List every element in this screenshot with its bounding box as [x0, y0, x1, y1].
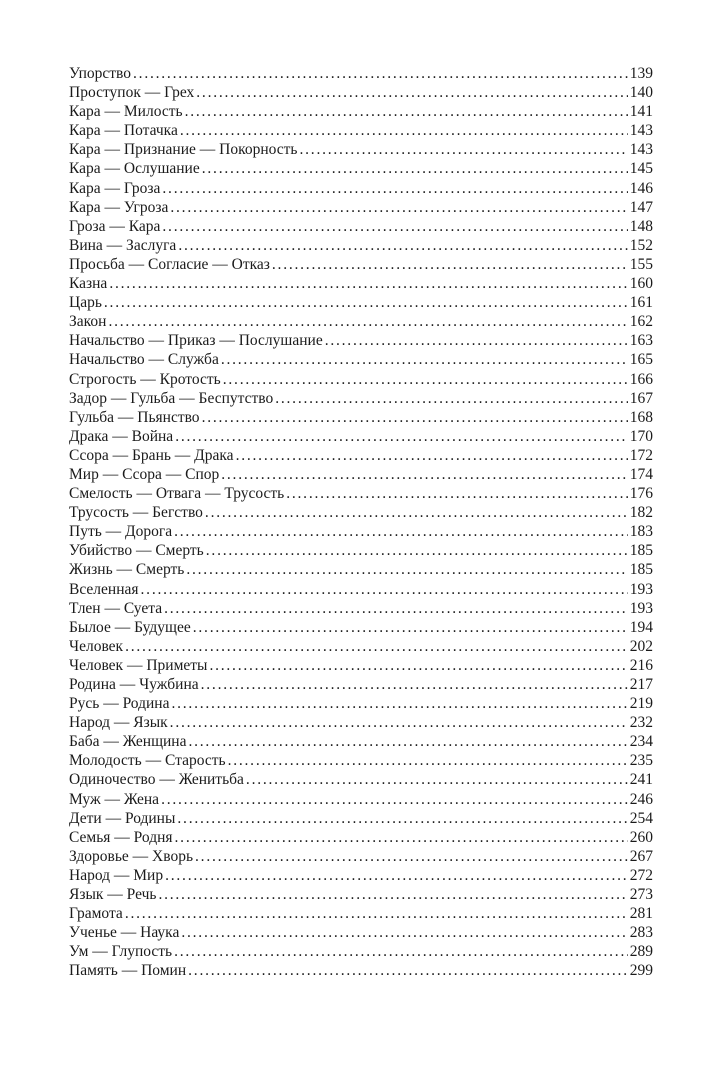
toc-entry: [69, 427, 653, 446]
toc-entry-page-number: 254: [629, 809, 653, 827]
toc-entry-title: Былое — Будущее: [69, 618, 191, 636]
toc-entry-title: Человек: [69, 637, 124, 655]
toc-entry: [69, 484, 653, 503]
toc-entry-page-number: 299: [629, 962, 653, 980]
toc-entry-title: Царь: [69, 294, 102, 312]
toc-entry: [69, 446, 653, 465]
dot-leader: [272, 255, 628, 274]
toc-entry-page-number: 148: [629, 217, 653, 235]
toc-entry-title: Проступок — Грех: [69, 84, 195, 102]
dot-leader: [180, 121, 628, 140]
toc-entry-title: Память — Помин: [69, 962, 187, 980]
toc-entry: [69, 255, 653, 274]
toc-entry-page-number: 161: [629, 294, 653, 312]
toc-entry-title: Кара — Гроза: [69, 179, 161, 197]
dot-leader: [171, 694, 627, 713]
toc-entry-page-number: 289: [629, 943, 653, 961]
toc-entry-page-number: 182: [629, 504, 653, 522]
toc-entry-page-number: 143: [629, 141, 653, 159]
toc-entry-title: Семья — Родня: [69, 828, 173, 846]
toc-entry-title: Народ — Мир: [69, 866, 164, 884]
toc-entry: [69, 465, 653, 484]
toc-entry-page-number: 193: [629, 580, 653, 598]
toc-entry-page-number: 202: [629, 637, 653, 655]
dot-leader: [221, 465, 628, 484]
toc-entry: [69, 713, 653, 732]
dot-leader: [188, 961, 628, 980]
toc-entry: [69, 942, 653, 961]
dot-leader: [228, 751, 628, 770]
dot-leader: [236, 446, 628, 465]
toc-entry-title: Русь — Родина: [69, 695, 170, 713]
dot-leader: [202, 159, 628, 178]
toc-entry: [69, 159, 653, 178]
toc-entry-title: Кара — Признание — Покорность: [69, 141, 298, 159]
toc-entry: [69, 83, 653, 102]
toc-entry: [69, 790, 653, 809]
dot-leader: [175, 828, 628, 847]
toc-entry-page-number: 219: [629, 695, 653, 713]
toc-entry-title: Ум — Глупость: [69, 943, 173, 961]
toc-entry: [69, 923, 653, 942]
dot-leader: [275, 389, 628, 408]
dot-leader: [246, 770, 628, 789]
dot-leader: [133, 64, 628, 83]
toc-entry-title: Баба — Женщина: [69, 733, 187, 751]
dot-leader: [196, 83, 627, 102]
toc-entry-page-number: 139: [629, 65, 653, 82]
dot-leader: [186, 560, 627, 579]
toc-entry-page-number: 163: [629, 332, 653, 350]
dot-leader: [209, 656, 627, 675]
dot-leader: [162, 217, 627, 236]
dot-leader: [193, 618, 628, 637]
toc-entry: [69, 370, 653, 389]
toc-entry: [69, 408, 653, 427]
toc-entry: [69, 102, 653, 121]
toc-entry-title: Упорство: [69, 65, 132, 82]
toc-entry-page-number: 185: [629, 561, 653, 579]
toc-entry-title: Человек — Приметы: [69, 656, 208, 674]
dot-leader: [300, 140, 628, 159]
toc-entry: [69, 312, 653, 331]
dot-leader: [325, 331, 628, 350]
toc-entry-title: Грамота: [69, 905, 123, 923]
toc-entry: [69, 656, 653, 675]
dot-leader: [175, 427, 628, 446]
toc-entry-title: Задор — Гульба — Беспутство: [69, 389, 274, 407]
toc-entry: [69, 770, 653, 789]
dot-leader: [177, 809, 627, 828]
dot-leader: [125, 904, 628, 923]
toc-entry: [69, 350, 653, 369]
toc-entry: [69, 179, 653, 198]
toc-entry-page-number: 170: [629, 427, 653, 445]
toc-entry-page-number: 140: [629, 84, 653, 102]
toc-entry-page-number: 165: [629, 351, 653, 369]
toc-entry: [69, 904, 653, 923]
dot-leader: [223, 370, 628, 389]
toc-entry-title: Кара — Ослушание: [69, 160, 200, 178]
toc-entry: [69, 64, 653, 83]
toc-entry: [69, 236, 653, 255]
toc-entry-page-number: 232: [629, 714, 653, 732]
toc-entry-page-number: 272: [629, 866, 653, 884]
toc-entry-page-number: 185: [629, 542, 653, 560]
toc-entry-title: Жизнь — Смерть: [69, 561, 185, 579]
toc-entry-title: Кара — Потачка: [69, 122, 178, 140]
dot-leader: [170, 713, 628, 732]
toc-entry-page-number: 160: [629, 275, 653, 293]
toc-entry-page-number: 217: [629, 676, 653, 693]
toc-entry-title: Молодость — Старость: [69, 752, 226, 770]
dot-leader: [164, 599, 628, 618]
toc-entry: [69, 293, 653, 312]
toc-entry-title: Казна: [69, 275, 108, 293]
toc-entry-page-number: 168: [629, 408, 653, 426]
toc-entry: [69, 541, 653, 560]
toc-entry: [69, 331, 653, 350]
dot-leader: [195, 847, 628, 866]
toc-entry: [69, 140, 653, 159]
dot-leader: [108, 312, 627, 331]
toc-entry: [69, 580, 653, 599]
toc-entry-page-number: 176: [629, 485, 653, 503]
toc-entry-title: Гроза — Кара: [69, 217, 161, 235]
toc-entry-title: Кара — Милость: [69, 103, 183, 121]
toc-entry: [69, 675, 653, 694]
toc-entry-title: Закон: [69, 313, 107, 331]
toc-entry-page-number: 260: [629, 828, 653, 846]
toc-entry-title: Кара — Угроза: [69, 198, 169, 216]
toc-entry-title: Народ — Язык: [69, 714, 168, 732]
toc-entry-page-number: 172: [629, 446, 653, 464]
dot-leader: [125, 637, 628, 656]
toc-entry: [69, 732, 653, 751]
toc-entry-page-number: 143: [629, 122, 653, 140]
dot-leader: [141, 580, 628, 599]
toc-entry-page-number: 193: [629, 599, 653, 617]
table-of-contents: [69, 64, 653, 981]
toc-entry-title: Трусость — Бегство: [69, 504, 203, 522]
toc-entry: [69, 866, 653, 885]
toc-entry-title: Ссора — Брань — Драка: [69, 446, 234, 464]
toc-entry-page-number: 146: [629, 179, 653, 197]
toc-entry-title: Убийство — Смерть: [69, 542, 204, 560]
dot-leader: [162, 179, 627, 198]
toc-entry-page-number: 246: [629, 790, 653, 808]
dot-leader: [286, 484, 628, 503]
toc-entry-page-number: 281: [629, 905, 653, 923]
dot-leader: [188, 732, 627, 751]
toc-entry: [69, 198, 653, 217]
toc-entry-page-number: 283: [629, 924, 653, 942]
toc-entry-title: Гульба — Пьянство: [69, 408, 200, 426]
toc-entry-page-number: 183: [629, 523, 653, 541]
dot-leader: [178, 236, 627, 255]
toc-entry-page-number: 167: [629, 389, 653, 407]
toc-entry-title: Мир — Ссора — Спор: [69, 465, 220, 483]
toc-entry-page-number: 166: [629, 370, 653, 388]
toc-entry-title: Драка — Война: [69, 427, 174, 445]
toc-entry-page-number: 174: [629, 465, 653, 483]
toc-entry: [69, 389, 653, 408]
toc-entry-title: Начальство — Служба: [69, 351, 219, 369]
toc-entry: [69, 637, 653, 656]
toc-entry: [69, 847, 653, 866]
dot-leader: [206, 541, 628, 560]
toc-entry-page-number: 152: [629, 236, 653, 254]
toc-entry-page-number: 216: [629, 656, 653, 674]
toc-entry-page-number: 267: [629, 847, 653, 865]
toc-entry: [69, 751, 653, 770]
toc-entry: [69, 274, 653, 293]
toc-entry-title: Здоровье — Хворь: [69, 847, 194, 865]
dot-leader: [165, 866, 628, 885]
toc-entry-title: Вина — Заслуга: [69, 236, 177, 254]
dot-leader: [205, 503, 628, 522]
dot-leader: [221, 350, 628, 369]
dot-leader: [174, 942, 628, 961]
toc-entry-title: Язык — Речь: [69, 886, 157, 904]
toc-entry-page-number: 273: [629, 886, 653, 904]
toc-entry-page-number: 155: [629, 255, 653, 273]
toc-entry-page-number: 234: [629, 733, 653, 751]
dot-leader: [202, 408, 628, 427]
toc-entry: [69, 121, 653, 140]
toc-entry: [69, 560, 653, 579]
toc-entry-page-number: 241: [629, 771, 653, 789]
toc-entry: [69, 809, 653, 828]
toc-entry: [69, 522, 653, 541]
toc-entry-title: Муж — Жена: [69, 790, 160, 808]
dot-leader: [170, 198, 627, 217]
toc-entry: [69, 503, 653, 522]
toc-entry: [69, 599, 653, 618]
toc-entry-page-number: 194: [629, 618, 653, 636]
toc-entry-page-number: 141: [629, 103, 653, 121]
toc-entry: [69, 961, 653, 980]
toc-entry-title: Ученье — Наука: [69, 924, 180, 942]
toc-entry-title: Начальство — Приказ — Послушание: [69, 332, 323, 350]
toc-entry-page-number: 147: [629, 198, 653, 216]
toc-entry: [69, 217, 653, 236]
toc-entry-title: Родина — Чужбина: [69, 676, 199, 693]
toc-entry-title: Просьба — Согласие — Отказ: [69, 255, 270, 273]
toc-entry-page-number: 162: [629, 313, 653, 331]
dot-leader: [109, 274, 627, 293]
toc-entry-title: Дети — Родины: [69, 809, 176, 827]
toc-entry: [69, 694, 653, 713]
dot-leader: [104, 293, 628, 312]
toc-entry-title: Путь — Дорога: [69, 523, 173, 541]
toc-entry: [69, 885, 653, 904]
toc-entry: [69, 618, 653, 637]
toc-entry-page-number: 235: [629, 752, 653, 770]
toc-entry-title: Вселенная: [69, 580, 139, 598]
dot-leader: [201, 675, 628, 694]
toc-entry-title: Строгость — Кротость: [69, 370, 221, 388]
dot-leader: [174, 522, 628, 541]
dot-leader: [181, 923, 627, 942]
dot-leader: [158, 885, 627, 904]
toc-entry-title: Одиночество — Женитьба: [69, 771, 244, 789]
toc-entry-title: Тлен — Суета: [69, 599, 163, 617]
toc-entry: [69, 828, 653, 847]
dot-leader: [185, 102, 628, 121]
toc-entry-title: Смелость — Отвага — Трусость: [69, 485, 285, 503]
toc-entry-page-number: 145: [629, 160, 653, 178]
dot-leader: [161, 790, 628, 809]
